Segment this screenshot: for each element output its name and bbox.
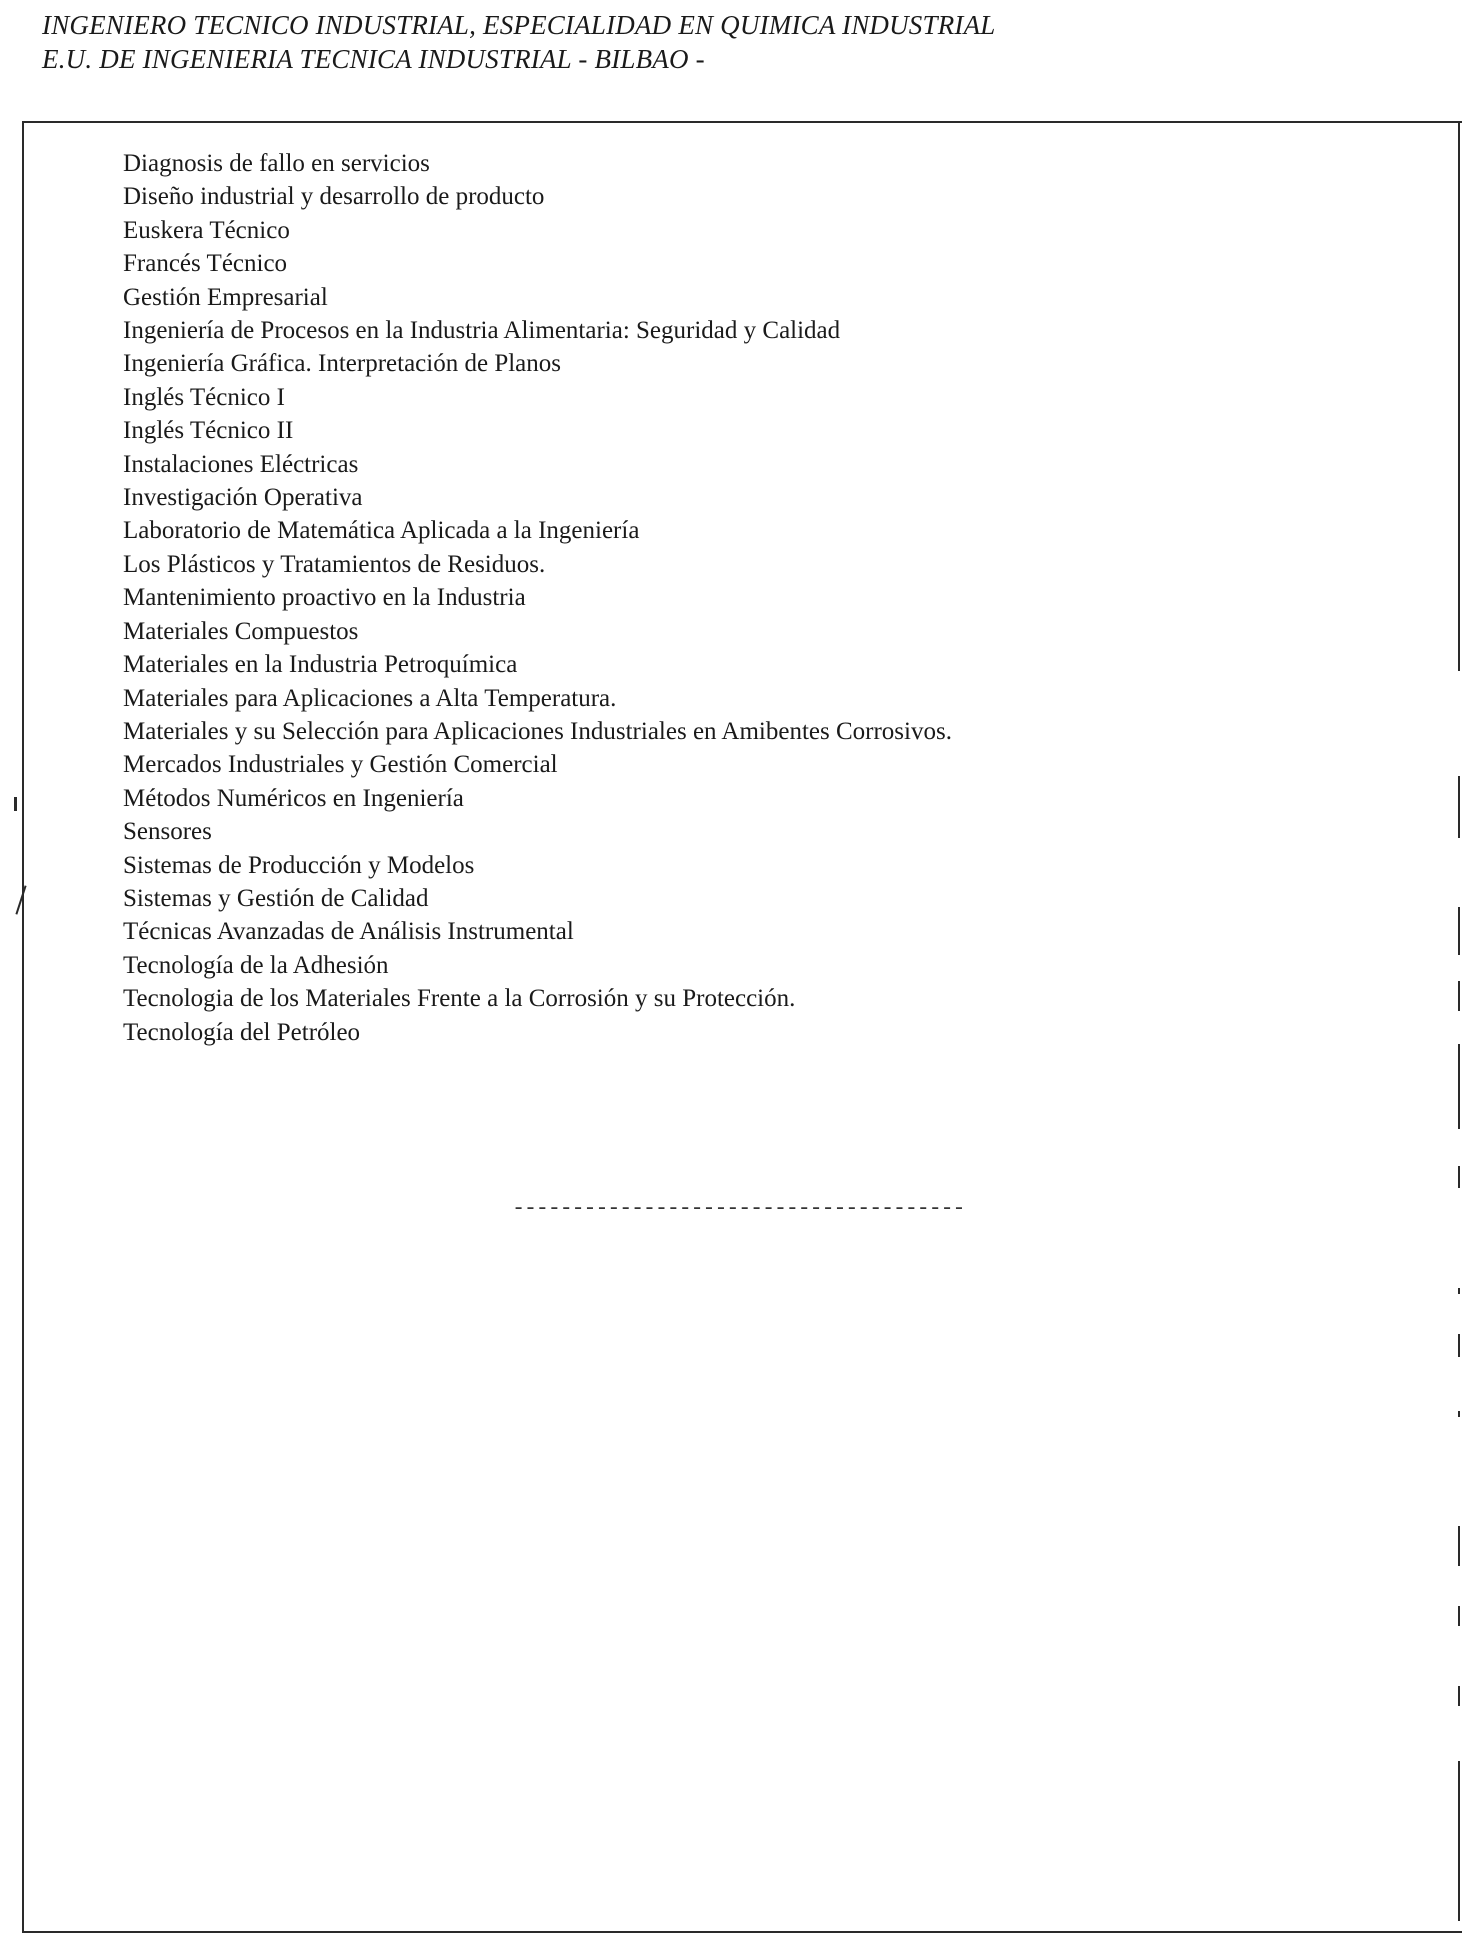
scan-mark xyxy=(14,797,17,811)
course-list xyxy=(123,147,952,1049)
list-item: Técnicas Avanzadas de Análisis Instrumental xyxy=(123,918,574,946)
document-header xyxy=(42,8,996,76)
list-item: Materiales para Aplicaciones a Alta Temperatura. xyxy=(123,684,617,712)
list-item: Mantenimiento proactivo en la Industria xyxy=(123,584,526,612)
header-school-name: E.U. DE INGENIERIA TECNICA INDUSTRIAL - BILBAO - xyxy=(42,44,705,74)
list-item: Mercados Industriales y Gestión Comercial xyxy=(123,751,558,779)
content-frame-right-edge xyxy=(1458,121,1460,1933)
list-item: Inglés Técnico I xyxy=(123,383,285,411)
list-item: Diseño industrial y desarrollo de producto xyxy=(123,183,545,211)
list-item: Instalaciones Eléctricas xyxy=(123,450,359,478)
list-item: Inglés Técnico II xyxy=(123,417,294,445)
list-item: Tecnología de la Adhesión xyxy=(123,951,389,979)
header-degree-title: INGENIERO TECNICO INDUSTRIAL, ESPECIALIDAD EN QUIMICA INDUSTRIAL xyxy=(42,10,996,40)
list-item: Investigación Operativa xyxy=(123,484,363,512)
list-item: Francés Técnico xyxy=(123,250,288,278)
list-item: Sistemas y Gestión de Calidad xyxy=(123,884,429,912)
section-separator: -------------------------------------- xyxy=(512,1196,965,1221)
list-item: Tecnología del Petróleo xyxy=(123,1018,361,1046)
list-item: Materiales Compuestos xyxy=(123,617,359,645)
list-item: Materiales y su Selección para Aplicaciones Industriales en Amibentes Corrosivos. xyxy=(123,717,952,745)
list-item: Ingeniería Gráfica. Interpretación de Planos xyxy=(123,350,561,378)
list-item: Sistemas de Producción y Modelos xyxy=(123,851,475,879)
list-item: Tecnologia de los Materiales Frente a la Corrosión y su Protección. xyxy=(123,985,796,1013)
list-item: Diagnosis de fallo en servicios xyxy=(123,150,430,177)
list-item: Laboratorio de Matemática Aplicada a la Ingeniería xyxy=(123,517,640,545)
list-item: Ingeniería de Procesos en la Industria Alimentaria: Seguridad y Calidad xyxy=(123,317,841,345)
list-item: Materiales en la Industria Petroquímica xyxy=(123,651,518,679)
list-item: Métodos Numéricos en Ingeniería xyxy=(123,784,464,812)
list-item: Euskera Técnico xyxy=(123,216,290,244)
list-item: Sensores xyxy=(123,818,212,846)
list-item: Los Plásticos y Tratamientos de Residuos. xyxy=(123,550,546,578)
list-item: Gestión Empresarial xyxy=(123,283,328,311)
